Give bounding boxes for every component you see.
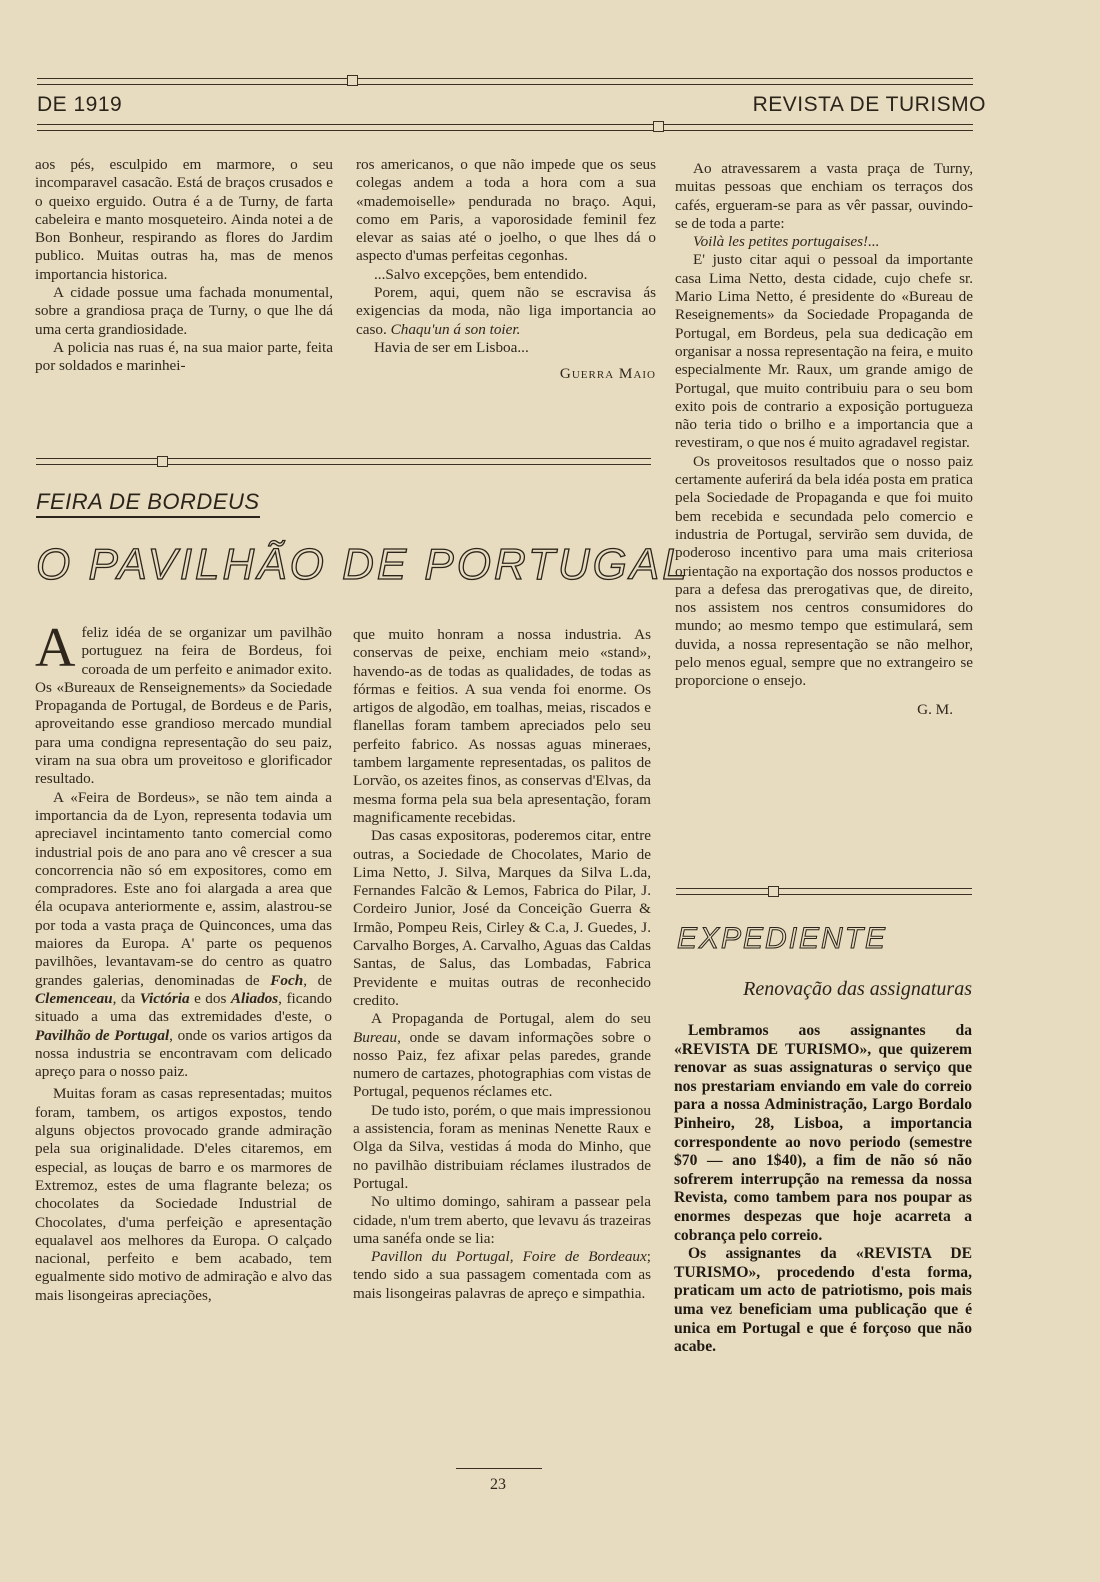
top-col2-para3-italic: Chaqu'un á son toier.: [390, 320, 521, 338]
top-article-col2: [356, 156, 656, 384]
top-col2-para3: [356, 284, 656, 339]
top-col2-para2: ...Salvo excepções, bem entendido.: [374, 265, 588, 283]
page-number: 23: [490, 1476, 506, 1493]
expediente-divider: [676, 888, 972, 895]
feira-col1-aliados: Aliados: [230, 989, 279, 1007]
feira-col2-bureau: Bureau: [353, 1028, 398, 1046]
expediente-para1: Lembramos aos assignantes da «REVISTA DE TURISMO», que quizerem renovar as suas assignaturas o serviço que nos prestariam enviando em vale do correio para a nossa Administração, Largo Bordalo Pinheiro, 28, Lisboa, a importancia correspondente ao novo periodo (semestre $70 — ano 1$40), a fim de não só não sofrerem interrupção na remessa da nossa Revista, como tambem para nos poupar as enormes despezas que hoje acarreta a cobrança pelo correio.: [674, 1022, 972, 1244]
feira-col1-foch: Foch: [270, 971, 304, 989]
feira-col1-para2-a: A «Feira de Bordeus», se não tem ainda a importancia da de Lyon, representa todavia um apreciavel incintamento tanto comercial como industrial pois de ano para ano vê crescer a sua concorrencia não só em expositores, como em compradores. Este ano foi alargada a area que éla ocupava anteriormente e, assim, alastrou-se por toda a vasta praça de Quinconces, uma das maiores da Europa. A' parte os pequenos pavilhões, levantavam-se do centro as quatro grandes galerias, denominadas de: [35, 788, 332, 989]
feira-col1-pavilhao: Pavilhão de Portugal: [35, 1026, 170, 1044]
feira-col1-para2-e: , ficando situado a uma das extremidades d'este, o: [35, 989, 333, 1026]
feira-col1-para2-f: , onde os varios artigos da nossa industria se encontravam com delicado apreço para o nosso paiz.: [35, 1026, 333, 1081]
header-date: DE 1919: [37, 93, 123, 116]
top-article-col1: [35, 156, 333, 376]
feira-col1-para1-text: feliz idéa de se organizar um pavilhão portuguez na feira de Bordeus, foi coroada de um perfeito e animador exito. Os «Bureaux de Renseignements» da Sociedade Propaganda de Portugal, de Bordeus e de Paris, aproveitando esse grandioso mercado mundial para uma condigna representação do seu paiz, viram na sua obra um proveitoso e glorificador resultado.: [35, 624, 332, 788]
feira-col2-para6-b: ; tendo sido a sua passagem comentada com as mais lisongeiras palavras de apreço e simpathia.: [353, 1248, 651, 1302]
top-article-signature: Guerra Maio: [559, 365, 656, 383]
feira-col2-para1: que muito honram a nossa industria. As conservas de peixe, enchiam meio «stand», havendo-as de todas as qualidades, de todas as fórmas e feitios. A sua venda foi enorme. Os artigos de algodão, em toalhas, meias, riscados e flanellas foram tambem apreciados pelo seu perfeito fabrico. As nossas aguas mineraes, tambem largamente representadas, os palitos de Lorvão, os azeites finos, as conservas d'Elvas, da mesma forma pela sua bela apresentação, foram magnificamente recebidas.: [353, 626, 651, 826]
top-col2-para1: ros americanos, o que não impede que os seus colegas andem a toda a hora com a sua «mademoiselle» pendurada no braço. Aqui, como em Paris, a vaporosidade feminil fez elevar as saias até o joelho, o que lhes dá o aspecto d'umas perfeitas cegonhas.: [356, 156, 656, 265]
feira-col3: [675, 160, 973, 719]
feira-col3-para4: Os proveitosos resultados que o nosso paiz certamente auferirá da bela idéa posta em pratica pela Sociedade de Propaganda e que foi muito bem recebida e secundada pelo comercio e industria de Portugal, servirão sem duvida, de poderoso incentivo para uma mais criteriosa orientação na exportação dos nossos productos e para a defesa das prerogativas que, de direito, nos assistem nos centros consumidores do mundo; ao mesmo tempo que estimulará, sem duvida, a nossa representação se não melhor, pelo menos egual, sempre que no extrangeiro se proporcione o ensejo.: [675, 452, 973, 690]
top-col2-para4: Havia de ser em Lisboa...: [374, 338, 529, 356]
expediente-divider-ornament: [768, 886, 779, 897]
feira-col1-para2-d: e dos: [194, 989, 227, 1007]
expediente-notice: [674, 1022, 972, 1357]
header-bottom-rule: [37, 124, 973, 131]
feira-col2-para2: Das casas expositoras, poderemos citar, entre outras, a Sociedade de Chocolates, Mario de Lima Netto, J. Silva, Marques da Silva L.da, Fernandes Falcão & Lemos, Fabrica do Pilar, J. Cordeiro Junior, José da Conceição Guerra & Irmão, Pompeu Reis, Cirley & C.a, J. Guedes, J. Carvalho Borges, A. Carvalho, Aguas das Caldas Santas, de Salus, das Lombadas, Fabrica Previdente e muitas outras de reconhecido credito.: [353, 827, 651, 1009]
feira-col1-para3: Muitas foram as casas representadas; muitos foram, tambem, os artigos expostos, tendo alguns objectos provocado grande admiração pela sua originalidade. D'eles citaremos, em especial, as louças de barro e os marmores de Extremoz, estes de uma flagrante beleza; os chocolates da Sociedade Industrial de Chocolates, d'uma perfeição e apresentação equalavel aos melhores da Europa. O calçado nacional, perfeito e bem acabado, tem egualmente sido motivo de admiração e alvo das mais lisongeiras apreciações,: [35, 1085, 332, 1304]
feira-col2-para3-a: A Propaganda de Portugal, alem do seu: [371, 1010, 651, 1028]
feira-col3-para1: Ao atravessarem a vasta praça de Turny, muitas pessoas que enchiam os terraços dos cafés, ergueram-se para as vêr passar, ouvindo-se de toda a parte:: [675, 160, 973, 232]
drop-cap: A: [35, 617, 76, 679]
feira-col2-para3-b: , onde se davam informações sobre o nosso Paiz, fez afixar pelas paredes, grande numero de cartazes, photographias com vistas de Portugal, pequenos réclames etc.: [353, 1028, 651, 1101]
feira-col2-para6-italic: Pavillon du Portugal, Foire de Bordeaux: [371, 1248, 647, 1266]
header-top-ornament: [347, 75, 358, 86]
top-col1-para2: A cidade possue uma fachada monumental, sobre a grandiosa praça de Turny, o que lhe dá uma certa grandiosidade.: [35, 284, 333, 338]
feira-signature: G. M.: [917, 700, 953, 718]
feira-col1-victoria: Victória: [139, 989, 190, 1007]
footer-rule: [456, 1468, 542, 1469]
expediente-subtitle: Renovação das assignaturas: [743, 978, 972, 1000]
feira-col3-para2: [675, 233, 973, 251]
top-col1-para1: aos pés, esculpido em marmore, o seu incomparavel casacão. Está de braços crusados e o queixo erguido. Outra é a de Turny, de farta cabeleira e manto mosqueteiro. Ainda notei a de Bon Bonheur, respirando as flores do Jardim publico. Muitas outras ha, mas de menos importancia historica.: [35, 156, 333, 283]
top-col2-para3-text: Porem, aqui, quem não se escravisa ás exigencias da moda, não liga importancia ao caso.: [356, 284, 656, 338]
feira-col3-para3: E' justo citar aqui o pessoal da importante casa Lima Netto, desta cidade, cujo chefe sr. Mario Lima Netto, é presidente do «Bureau de Reseignements» da Sociedade Propaganda de Portugal, em Bordeus, pela sua dedicação em organisar a nossa representação na feira, e muito especialmente Mr. Raux, um grande amigo de Portugal, que muito contribuiu para o seu bom exito pois de contrario a exposição portugueza não teria tido o brilho e a importancia que a revestiram, o que nos é muito agradavel registar.: [675, 251, 973, 452]
feira-col3-voila: Voilà les petites portugaises!...: [693, 233, 880, 251]
feira-col1-para2-b: , de: [303, 971, 332, 989]
feira-col2: [353, 626, 651, 1303]
expediente-title: EXPEDIENTE: [677, 922, 888, 955]
feira-col1-para2-c: , da: [112, 989, 136, 1007]
feira-col2-para6: [353, 1248, 651, 1303]
feira-col2-para4: De tudo isto, porém, o que mais impressionou a assistencia, foram as meninas Nenette Raux e Olga da Silva, vestidas á moda do Minho, que no pavilhão distribuiam réclames ilustrados de Portugal.: [353, 1101, 651, 1192]
section-divider: [36, 458, 651, 465]
feira-col2-para5: No ultimo domingo, sahiram a passear pela cidade, n'um trem aberto, que levavu ás trazeiras uma sanéfa onde se lia:: [353, 1193, 651, 1247]
expediente-para2: Os assignantes da «REVISTA DE TURISMO», procedendo d'esta forma, praticam um acto de patriotismo, pois mais uma vez beneficiam uma publicação que é unica em Portugal e que é forçoso que não acabe.: [674, 1245, 972, 1356]
header-top-rule: [37, 78, 973, 85]
section-label: FEIRA DE BORDEUS: [36, 489, 260, 518]
feira-col1-para1: [35, 617, 332, 789]
header-bottom-ornament: [653, 121, 664, 132]
feira-col1: [35, 617, 333, 1305]
feira-col1-para2: [35, 789, 332, 1082]
article-title: O PAVILHÃO DE PORTUGAL: [36, 540, 690, 589]
feira-col1-clemenceau: Clemenceau: [35, 989, 113, 1007]
feira-col2-para3: [353, 1010, 651, 1101]
section-divider-ornament: [157, 456, 168, 467]
header-title: REVISTA DE TURISMO: [752, 93, 986, 116]
top-col1-para3: A policia nas ruas é, na sua maior parte, feita por soldados e marinhei-: [35, 338, 333, 375]
